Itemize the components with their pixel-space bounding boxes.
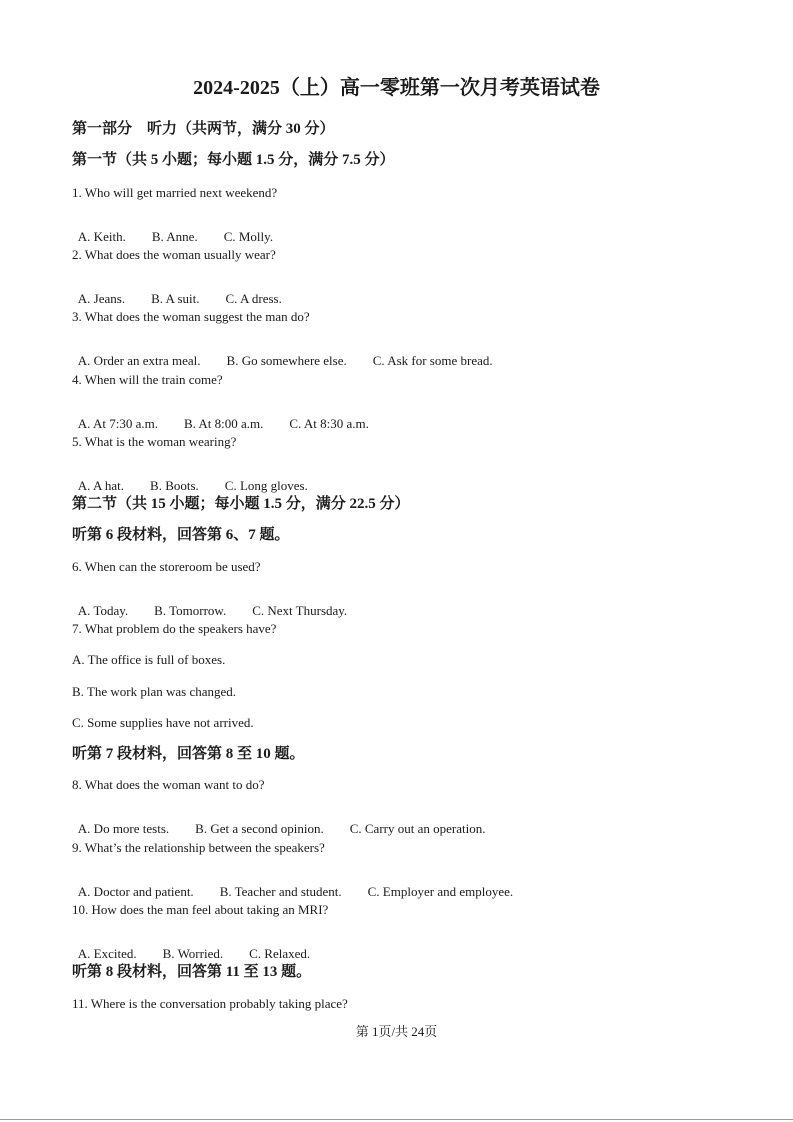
question-4-options xyxy=(72,404,369,430)
section-two-heading: 第二节（共 15 小题；每小题 1.5 分，满分 22.5 分） xyxy=(72,496,410,512)
material-8-heading: 听第 8 段材料，回答第 11 至 13 题。 xyxy=(72,964,312,980)
section-one-heading: 第一节（共 5 小题；每小题 1.5 分，满分 7.5 分） xyxy=(72,152,395,168)
option-c: C. At 8:30 a.m. xyxy=(289,416,369,431)
question-7-option-c: C. Some supplies have not arrived. xyxy=(72,715,254,730)
option-a: A. Excited. xyxy=(77,946,137,961)
option-a: A. At 7:30 a.m. xyxy=(77,416,158,431)
option-a: A. Keith. xyxy=(77,229,126,244)
option-b: B. Get a second opinion. xyxy=(195,821,324,836)
part-one-heading: 第一部分 听力（共两节，满分 30 分） xyxy=(72,121,335,137)
question-10-options xyxy=(72,934,310,960)
option-c: C. Carry out an operation. xyxy=(349,821,486,836)
question-3-options xyxy=(72,341,493,367)
question-8: 8. What does the woman want to do? xyxy=(72,777,265,792)
option-c: C. A dress. xyxy=(225,291,282,306)
option-a: A. Jeans. xyxy=(77,291,126,306)
question-2-options xyxy=(72,279,282,305)
option-b: B. Teacher and student. xyxy=(219,884,342,899)
option-b: B. Worried. xyxy=(162,946,224,961)
material-6-heading: 听第 6 段材料，回答第 6、7 题。 xyxy=(72,527,290,543)
question-4: 4. When will the train come? xyxy=(72,372,223,387)
question-6-options xyxy=(72,591,347,617)
page-divider xyxy=(0,1119,793,1120)
question-7-option-a: A. The office is full of boxes. xyxy=(72,652,226,667)
option-a: A. Doctor and patient. xyxy=(77,884,194,899)
question-2: 2. What does the woman usually wear? xyxy=(72,247,276,262)
option-c: C. Employer and employee. xyxy=(367,884,514,899)
question-7-option-b: B. The work plan was changed. xyxy=(72,684,237,699)
exam-title: 2024-2025（上）高一零班第一次月考英语试卷 xyxy=(193,77,600,99)
option-c: C. Ask for some bread. xyxy=(372,353,493,368)
question-6: 6. When can the storeroom be used? xyxy=(72,559,261,574)
page-footer: 第 1页/共 24页 xyxy=(355,1024,438,1039)
option-a: A. Do more tests. xyxy=(77,821,170,836)
question-11: 11. Where is the conversation probably taking place? xyxy=(72,996,348,1011)
question-5: 5. What is the woman wearing? xyxy=(72,434,237,449)
question-9: 9. What’s the relationship between the speakers? xyxy=(72,840,325,855)
question-8-options xyxy=(72,809,485,835)
question-7: 7. What problem do the speakers have? xyxy=(72,621,277,636)
question-1-options xyxy=(72,217,273,243)
option-c: C. Relaxed. xyxy=(249,946,311,961)
option-b: B. A suit. xyxy=(151,291,200,306)
option-a: A. Today. xyxy=(77,603,129,618)
option-c: C. Molly. xyxy=(223,229,274,244)
question-3: 3. What does the woman suggest the man do? xyxy=(72,309,310,324)
option-b: B. Tomorrow. xyxy=(154,603,227,618)
question-1: 1. Who will get married next weekend? xyxy=(72,185,278,200)
option-b: B. Anne. xyxy=(151,229,198,244)
option-b: B. Boots. xyxy=(150,478,199,493)
option-a: A. A hat. xyxy=(77,478,125,493)
option-b: B. Go somewhere else. xyxy=(226,353,347,368)
question-10: 10. How does the man feel about taking an MRI? xyxy=(72,902,329,917)
option-c: C. Next Thursday. xyxy=(252,603,348,618)
option-b: B. At 8:00 a.m. xyxy=(183,416,264,431)
option-c: C. Long gloves. xyxy=(224,478,308,493)
material-7-heading: 听第 7 段材料，回答第 8 至 10 题。 xyxy=(72,746,305,762)
question-5-options xyxy=(72,466,308,492)
question-9-options xyxy=(72,872,513,898)
option-a: A. Order an extra meal. xyxy=(77,353,201,368)
